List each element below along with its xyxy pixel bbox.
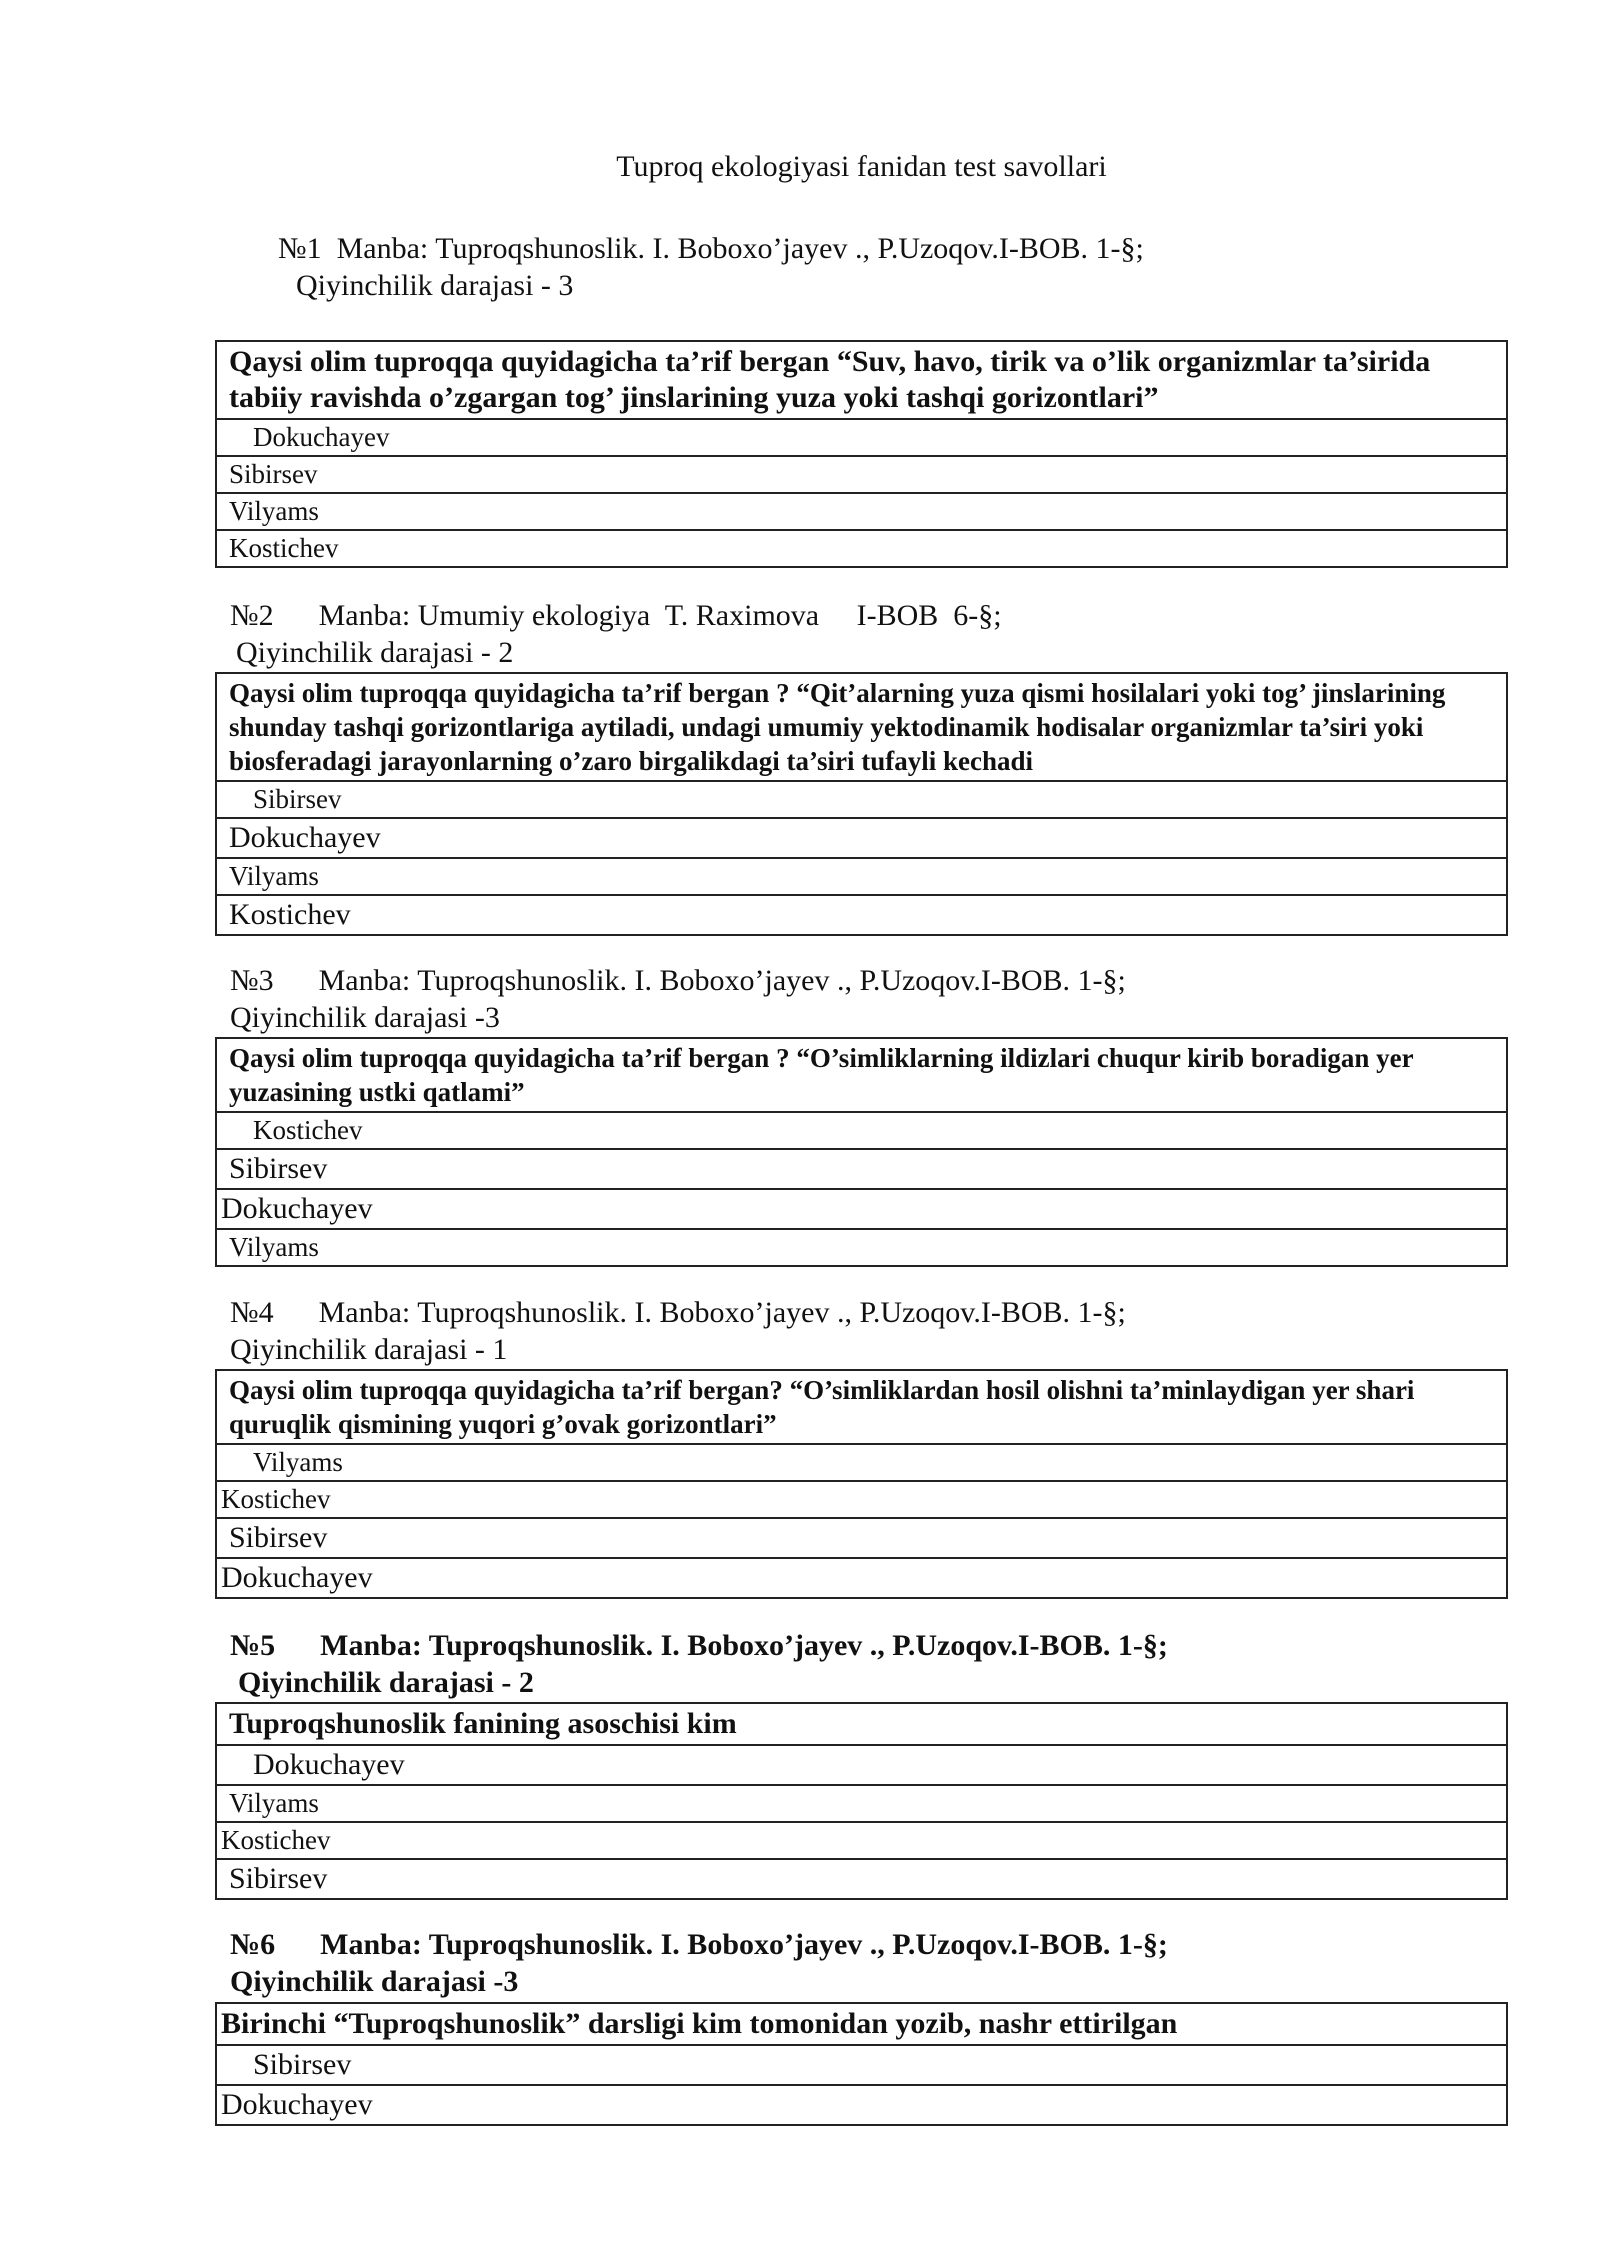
question-source: Manba: Tuproqshunoslik. I. Boboxo’jayev ., P.Uzoqov.I-BOB. 1-§; bbox=[320, 1629, 1168, 1662]
question-text: Qaysi olim tuproqqa quyidagicha ta’rif bergan ? “Qit’alarning yuza qismi hosilalari yoki tog’ jinslarining shunday tashqi gorizontlariga aytiladi, undagi umumiy yektodinamik hodisalar organizmlar ta’siri yoki biosferadagi jarayonlarning o’zaro birgalikdagi ta’siri tufayli kechadi bbox=[216, 673, 1507, 781]
question-source: Manba: Tuproqshunoslik. I. Boboxo’jayev ., P.Uzoqov.I-BOB. 1-§; bbox=[318, 1296, 1126, 1329]
answer-option[interactable]: Sibirsev bbox=[216, 1149, 1507, 1189]
question-number: №6 bbox=[230, 1928, 276, 1961]
answer-option[interactable]: Dokuchayev bbox=[216, 818, 1507, 858]
answer-option[interactable]: Vilyams bbox=[216, 1229, 1507, 1266]
question-table bbox=[215, 2002, 1508, 2126]
answer-option[interactable]: Dokuchayev bbox=[216, 2085, 1507, 2125]
answer-option[interactable]: Sibirsev bbox=[216, 1859, 1507, 1899]
question-header bbox=[230, 962, 1126, 1000]
question-header bbox=[230, 597, 1002, 635]
answer-option[interactable]: Dokuchayev bbox=[216, 1745, 1507, 1785]
answer-option[interactable]: Kostichev bbox=[216, 1822, 1507, 1859]
question-table bbox=[215, 1369, 1508, 1599]
question-difficulty: Qiyinchilik darajasi - 1 bbox=[230, 1333, 508, 1366]
question-number: №1 bbox=[278, 232, 322, 265]
answer-option[interactable]: Sibirsev bbox=[216, 456, 1507, 493]
question-table bbox=[215, 672, 1508, 936]
answer-option[interactable]: Sibirsev bbox=[216, 781, 1507, 818]
question-table bbox=[215, 1702, 1508, 1900]
question-source: Manba: Umumiy ekologiya T. Raximova I-BOB 6-§; bbox=[318, 599, 1002, 632]
answer-option[interactable]: Dokuchayev bbox=[216, 1189, 1507, 1229]
question-text: Birinchi “Tuproqshunoslik” darsligi kim tomonidan yozib, nashr ettirilgan bbox=[216, 2003, 1507, 2045]
question-text: Tuproqshunoslik fanining asoschisi kim bbox=[216, 1703, 1507, 1745]
answer-option[interactable]: Sibirsev bbox=[216, 1518, 1507, 1558]
answer-option[interactable]: Kostichev bbox=[216, 530, 1507, 567]
page-title: Tuproq ekologiyasi fanidan test savollari bbox=[616, 150, 1107, 183]
question-difficulty: Qiyinchilik darajasi - 3 bbox=[296, 269, 574, 302]
question-header bbox=[230, 1926, 1168, 1964]
answer-option[interactable]: Dokuchayev bbox=[216, 419, 1507, 456]
question-difficulty: Qiyinchilik darajasi -3 bbox=[230, 1965, 519, 1998]
question-difficulty: Qiyinchilik darajasi -3 bbox=[230, 1001, 500, 1034]
question-text: Qaysi olim tuproqqa quyidagicha ta’rif bergan? “O’simliklardan hosil olishni ta’minlaydigan yer shari quruqlik qismining yuqori g’ovak gorizontlari” bbox=[216, 1370, 1507, 1444]
answer-option[interactable]: Vilyams bbox=[216, 493, 1507, 530]
answer-option[interactable]: Vilyams bbox=[216, 1444, 1507, 1481]
question-difficulty: Qiyinchilik darajasi - 2 bbox=[238, 1666, 534, 1699]
question-table bbox=[215, 340, 1508, 568]
answer-option[interactable]: Kostichev bbox=[216, 1112, 1507, 1149]
question-number: №5 bbox=[230, 1629, 276, 1662]
question-header bbox=[230, 1294, 1126, 1332]
question-source: Manba: Tuproqshunoslik. I. Boboxo’jayev ., P.Uzoqov.I-BOB. 1-§; bbox=[318, 964, 1126, 997]
question-source: Manba: Tuproqshunoslik. I. Boboxo’jayev ., P.Uzoqov.I-BOB. 1-§; bbox=[336, 232, 1144, 265]
question-difficulty: Qiyinchilik darajasi - 2 bbox=[236, 636, 514, 669]
question-text: Qaysi olim tuproqqa quyidagicha ta’rif bergan ? “O’simliklarning ildizlari chuqur kirib boradigan yer yuzasining ustki qatlami” bbox=[216, 1038, 1507, 1112]
question-source: Manba: Tuproqshunoslik. I. Boboxo’jayev ., P.Uzoqov.I-BOB. 1-§; bbox=[320, 1928, 1168, 1961]
answer-option[interactable]: Kostichev bbox=[216, 895, 1507, 935]
question-table bbox=[215, 1037, 1508, 1267]
answer-option[interactable]: Kostichev bbox=[216, 1481, 1507, 1518]
answer-option[interactable]: Vilyams bbox=[216, 1785, 1507, 1822]
question-header bbox=[230, 1627, 1168, 1665]
answer-option[interactable]: Sibirsev bbox=[216, 2045, 1507, 2085]
question-text: Qaysi olim tuproqqa quyidagicha ta’rif bergan “Suv, havo, tirik va o’lik organizmlar ta’sirida tabiiy ravishda o’zgargan tog’ jinslarining yuza yoki tashqi gorizontlari” bbox=[216, 341, 1507, 419]
answer-option[interactable]: Dokuchayev bbox=[216, 1558, 1507, 1598]
question-number: №4 bbox=[230, 1296, 274, 1329]
answer-option[interactable]: Vilyams bbox=[216, 858, 1507, 895]
question-header bbox=[278, 230, 1144, 268]
question-number: №2 bbox=[230, 599, 274, 632]
question-number: №3 bbox=[230, 964, 274, 997]
